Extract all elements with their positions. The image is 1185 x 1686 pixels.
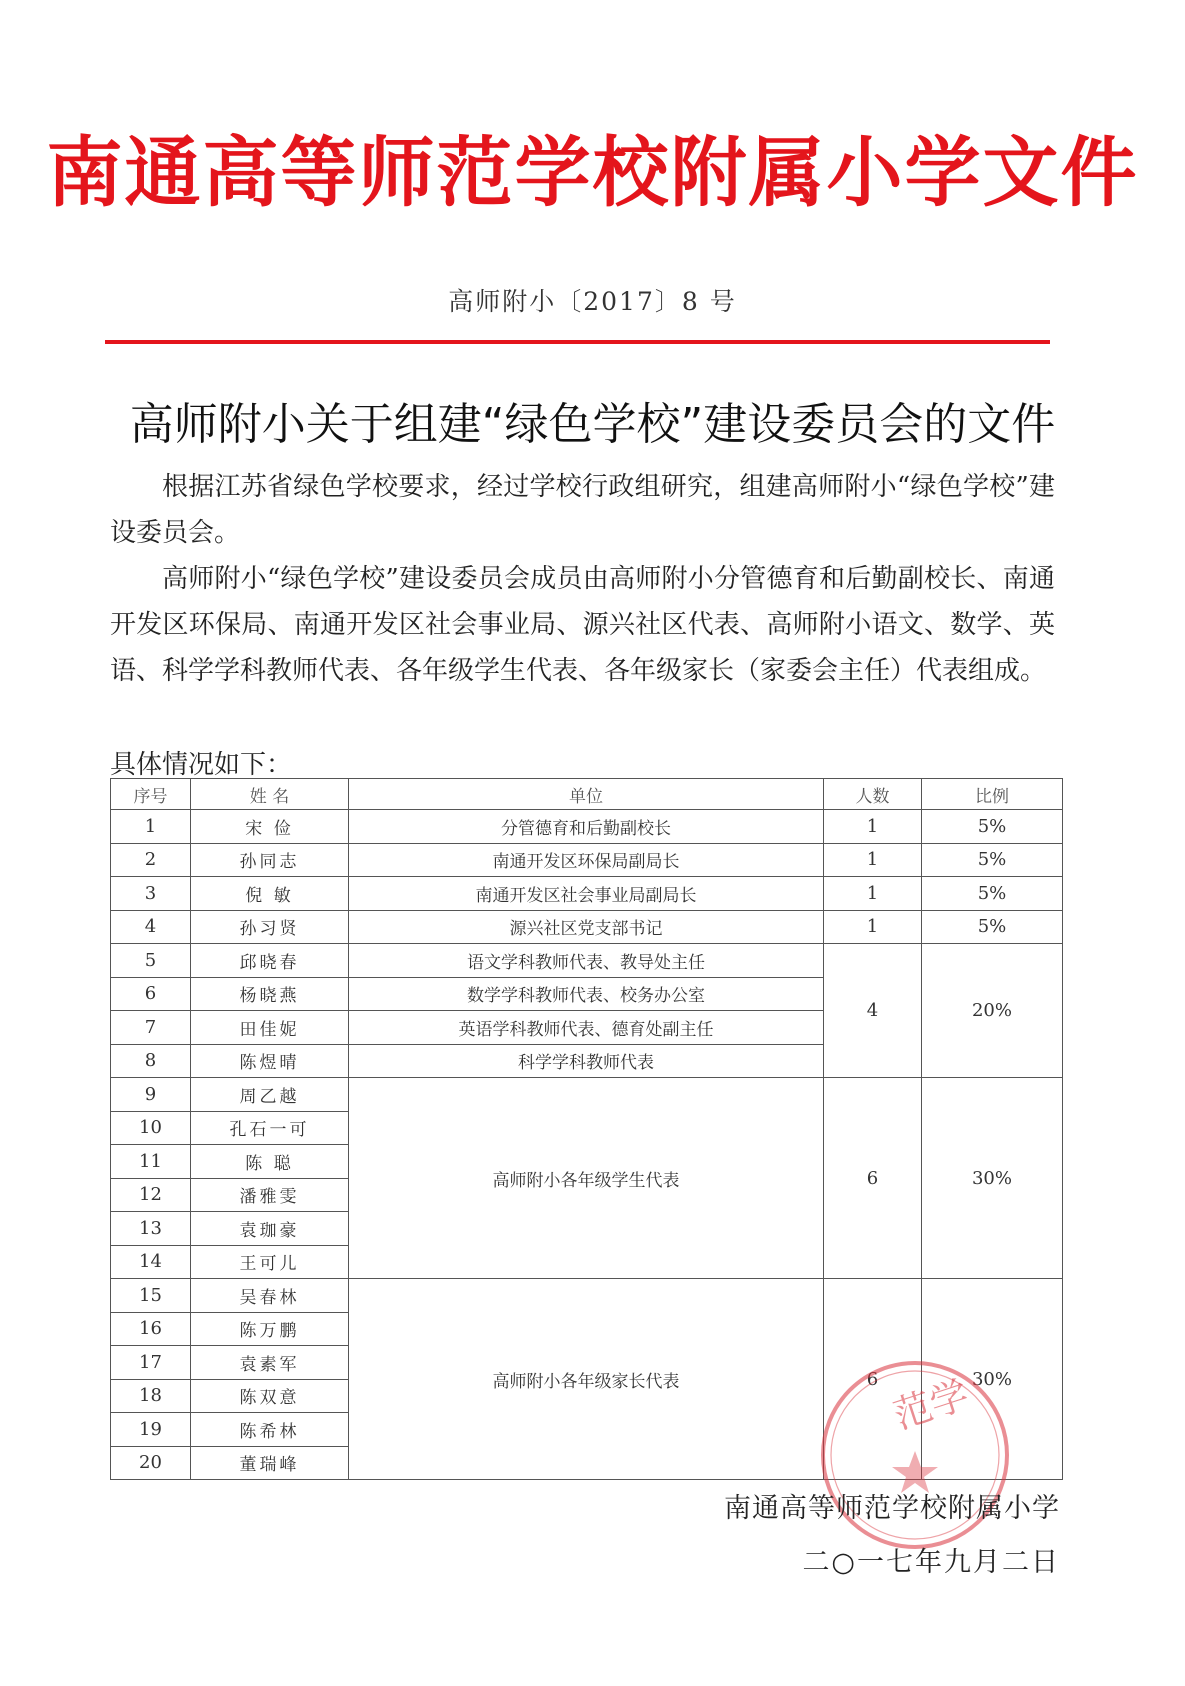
seal-text: 范学	[888, 1372, 975, 1438]
row-name: 田佳妮	[191, 1011, 349, 1045]
document-title: 高师附小关于组建“绿色学校”建设委员会的文件	[129, 399, 1056, 450]
row-unit: 英语学科教师代表、德育处副主任	[349, 1011, 824, 1045]
table-row	[111, 1078, 1063, 1112]
row-name: 周乙越	[191, 1078, 349, 1112]
row-ratio: 5%	[922, 877, 1063, 911]
row-unit: 南通开发区环保局副局长	[349, 843, 824, 877]
document-number: 高师附小〔2017〕8 号	[448, 287, 737, 316]
row-name: 孙同志	[191, 843, 349, 877]
row-name: 陈 聪	[191, 1145, 349, 1179]
row-name: 宋 俭	[191, 810, 349, 844]
students-unit: 高师附小各年级学生代表	[349, 1078, 824, 1279]
row-name: 潘雅雯	[191, 1178, 349, 1212]
row-name: 董瑞峰	[191, 1446, 349, 1480]
row-count: 1	[824, 843, 922, 877]
header-unit: 单位	[349, 779, 824, 810]
row-no: 13	[111, 1212, 191, 1246]
row-no: 7	[111, 1011, 191, 1045]
row-ratio: 5%	[922, 810, 1063, 844]
row-count: 1	[824, 910, 922, 944]
table-row	[111, 944, 1063, 978]
row-no: 5	[111, 944, 191, 978]
row-no: 15	[111, 1279, 191, 1313]
row-name: 孙习贤	[191, 910, 349, 944]
red-divider-line	[105, 340, 1050, 344]
table-header-row	[111, 779, 1063, 810]
row-count: 1	[824, 810, 922, 844]
signature-organization: 南通高等师范学校附属小学	[724, 1493, 1060, 1524]
row-name: 吴春林	[191, 1279, 349, 1313]
row-no: 6	[111, 977, 191, 1011]
row-name: 杨晓燕	[191, 977, 349, 1011]
row-name: 倪 敏	[191, 877, 349, 911]
parents-ratio: 30%	[922, 1279, 1063, 1480]
row-no: 20	[111, 1446, 191, 1480]
header-no: 序号	[111, 779, 191, 810]
table-row	[111, 810, 1063, 844]
teachers-ratio: 20%	[922, 944, 1063, 1078]
row-ratio: 5%	[922, 843, 1063, 877]
paragraph-1: 根据江苏省绿色学校要求，经过学校行政组研究，组建高师附小“绿色学校”建设委员会。	[110, 472, 1055, 548]
paragraph-2: 高师附小“绿色学校”建设委员会成员由高师附小分管德育和后勤副校长、南通开发区环保局、南通开发区社会事业局、源兴社区代表、高师附小语文、数学、英语、科学学科教师代表、各年级学生代表、各年级家长（家委会主任）代表组成。	[110, 564, 1055, 686]
row-name: 袁珈豪	[191, 1212, 349, 1246]
table-row	[111, 877, 1063, 911]
row-unit: 数学学科教师代表、校务办公室	[349, 977, 824, 1011]
row-unit: 科学学科教师代表	[349, 1044, 824, 1078]
row-no: 12	[111, 1178, 191, 1212]
row-no: 3	[111, 877, 191, 911]
row-no: 2	[111, 843, 191, 877]
row-ratio: 5%	[922, 910, 1063, 944]
header-count: 人数	[824, 779, 922, 810]
row-unit: 源兴社区党支部书记	[349, 910, 824, 944]
row-name: 陈希林	[191, 1413, 349, 1447]
row-no: 18	[111, 1379, 191, 1413]
row-no: 1	[111, 810, 191, 844]
row-no: 17	[111, 1346, 191, 1380]
header-ratio: 比例	[922, 779, 1063, 810]
students-count: 6	[824, 1078, 922, 1279]
row-name: 邱晓春	[191, 944, 349, 978]
row-name: 袁素军	[191, 1346, 349, 1380]
header-name: 姓 名	[191, 779, 349, 810]
parents-unit: 高师附小各年级家长代表	[349, 1279, 824, 1480]
teachers-count: 4	[824, 944, 922, 1078]
row-name: 孔石一可	[191, 1111, 349, 1145]
row-count: 1	[824, 877, 922, 911]
row-no: 11	[111, 1145, 191, 1179]
row-no: 19	[111, 1413, 191, 1447]
row-unit: 南通开发区社会事业局副局长	[349, 877, 824, 911]
row-name: 王可儿	[191, 1245, 349, 1279]
row-unit: 语文学科教师代表、教导处主任	[349, 944, 824, 978]
parents-count: 6	[824, 1279, 922, 1480]
row-no: 14	[111, 1245, 191, 1279]
committee-table	[110, 778, 1063, 1480]
table-row	[111, 1279, 1063, 1313]
document-header-title: 南通高等师范学校附属小学文件	[46, 128, 1139, 217]
row-no: 16	[111, 1312, 191, 1346]
row-name: 陈煜晴	[191, 1044, 349, 1078]
table-lead-text: 具体情况如下：	[110, 750, 293, 780]
signature-date: 二○一七年九月二日	[802, 1547, 1060, 1578]
row-name: 陈万鹏	[191, 1312, 349, 1346]
row-no: 4	[111, 910, 191, 944]
table-row	[111, 843, 1063, 877]
row-no: 8	[111, 1044, 191, 1078]
row-name: 陈双意	[191, 1379, 349, 1413]
table-row	[111, 910, 1063, 944]
row-no: 9	[111, 1078, 191, 1112]
row-unit: 分管德育和后勤副校长	[349, 810, 824, 844]
students-ratio: 30%	[922, 1078, 1063, 1279]
row-no: 10	[111, 1111, 191, 1145]
